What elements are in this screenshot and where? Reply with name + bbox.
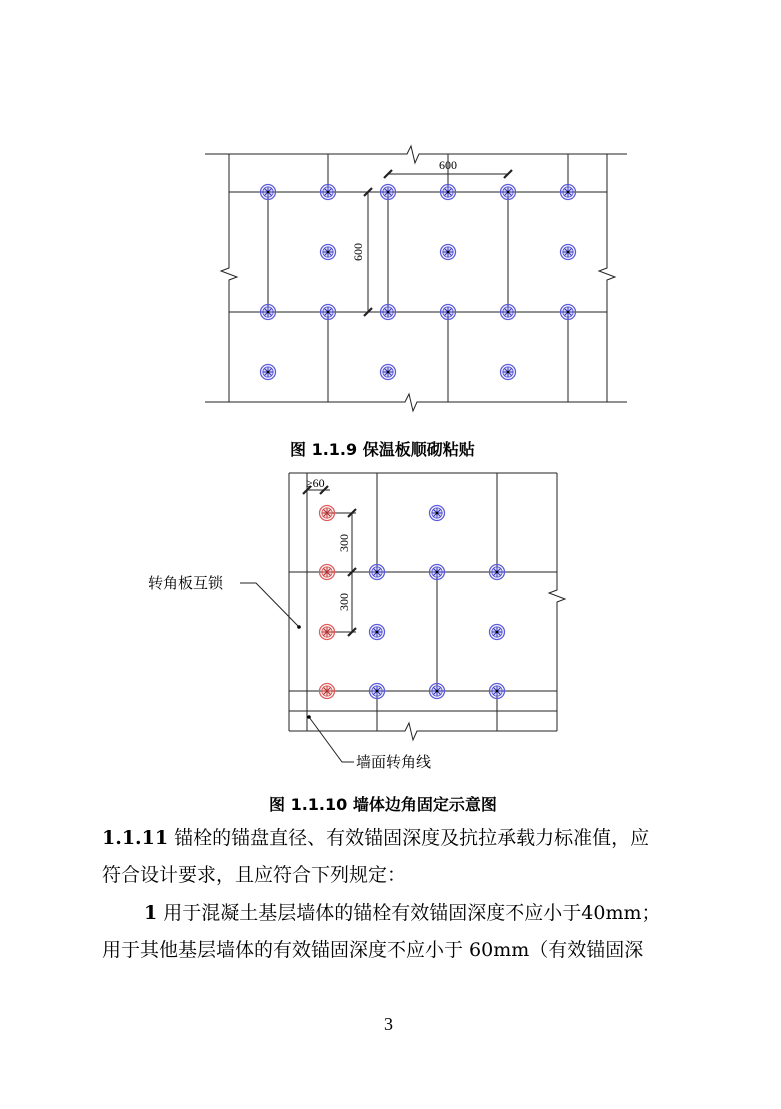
anchor-icon xyxy=(430,684,445,699)
anchor-icon xyxy=(261,365,276,380)
clause-text-1: 锚栓的锚盘直径、有效锚固深度及抗拉承载力标准值，应 xyxy=(168,827,650,849)
fig2-label-interlock: 转角板互锁 xyxy=(148,574,224,592)
anchor-icon xyxy=(321,305,336,320)
item-paragraph-line-1 xyxy=(144,904,661,923)
anchor-icon xyxy=(430,506,445,521)
fig1-anchors xyxy=(261,185,576,380)
anchor-icon xyxy=(381,185,396,200)
anchor-icon xyxy=(370,565,385,580)
anchor-icon xyxy=(321,245,336,260)
fig2-label-corner-line: 墙面转角线 xyxy=(356,753,432,771)
corner-anchor-icon xyxy=(320,625,335,640)
clause-paragraph-line-2: 符合设计要求，且应符合下列规定： xyxy=(102,864,407,886)
corner-anchor-icon xyxy=(320,684,335,699)
anchor-icon xyxy=(561,245,576,260)
anchor-icon xyxy=(381,365,396,380)
item-number: 1 xyxy=(144,902,158,924)
anchor-icon xyxy=(490,625,505,640)
anchor-icon xyxy=(321,185,336,200)
fig2-dim-v1: 300 xyxy=(337,534,351,552)
figure-2-caption: 图 1.1.10 墙体边角固定示意图 xyxy=(269,795,497,814)
anchor-icon xyxy=(261,185,276,200)
anchor-icon xyxy=(441,185,456,200)
fig1-dim-vertical: 600 xyxy=(351,243,365,261)
anchor-icon xyxy=(430,565,445,580)
anchor-icon xyxy=(441,245,456,260)
anchor-icon xyxy=(370,684,385,699)
anchor-icon xyxy=(501,305,516,320)
corner-anchor-icon xyxy=(320,506,335,521)
figure-2-diagram xyxy=(240,473,565,762)
anchor-icon xyxy=(381,305,396,320)
anchor-icon xyxy=(501,185,516,200)
fig1-dim-horizontal: 600 xyxy=(439,158,457,172)
anchor-icon xyxy=(501,365,516,380)
anchor-icon xyxy=(490,565,505,580)
clause-paragraph-line-1 xyxy=(102,829,649,848)
anchor-icon xyxy=(261,305,276,320)
anchor-icon xyxy=(370,625,385,640)
anchor-icon xyxy=(561,185,576,200)
anchor-icon xyxy=(561,305,576,320)
figure-1-caption: 图 1.1.9 保温板顺砌粘贴 xyxy=(290,440,475,459)
item-paragraph-line-2: 用于其他基层墙体的有效锚固深度不应小于 60mm（有效锚固深 xyxy=(102,939,644,961)
corner-anchor-icon xyxy=(320,565,335,580)
item-text-1: 用于混凝土基层墙体的锚栓有效锚固深度不应小于40mm； xyxy=(157,902,661,924)
clause-number: 1.1.11 xyxy=(102,827,169,849)
page-number: 3 xyxy=(384,1014,393,1034)
anchor-icon xyxy=(441,305,456,320)
fig2-dim-v2: 300 xyxy=(337,593,351,611)
fig2-dim-top: ≥60 xyxy=(306,476,325,490)
anchor-icon xyxy=(490,684,505,699)
